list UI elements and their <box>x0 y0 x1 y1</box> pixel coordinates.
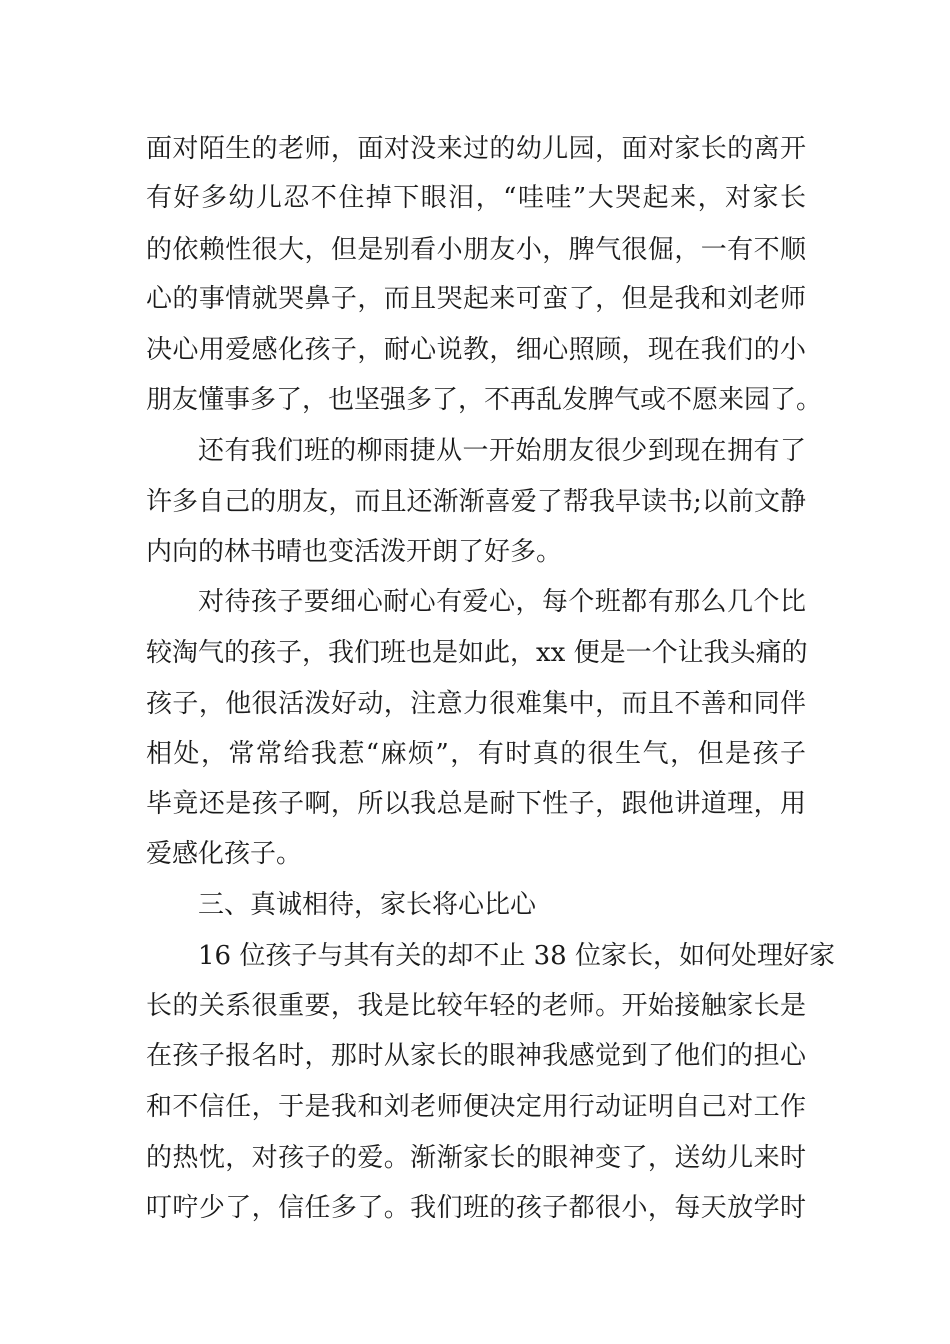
text-line: 朋友懂事多了，也坚强多了，不再乱发脾气或不愿来园了。 <box>146 385 823 415</box>
text-line: 和不信任，于是我和刘老师便决定用行动证明自己对工作 <box>146 1092 806 1122</box>
paragraph-last-line: 内向的林书晴也变活泼开朗了好多。 <box>146 537 563 567</box>
text-line: 的依赖性很大，但是别看小朋友小，脾气很倔，一有不顺 <box>146 235 806 265</box>
text-line: 有好多幼儿忍不住掉下眼泪，“哇哇”大哭起来，对家长 <box>146 183 806 213</box>
text-line: 长的关系很重要，我是比较年轻的老师。开始接触家长是 <box>146 991 806 1021</box>
paragraph-first-line: 还有我们班的柳雨捷从一开始朋友很少到现在拥有了 <box>198 436 806 466</box>
text-line: 许多自己的朋友，而且还渐渐喜爱了帮我早读书;以前文静 <box>146 487 806 517</box>
text-line: 在孩子报名时，那时从家长的眼神我感觉到了他们的担心 <box>146 1041 806 1071</box>
text-line: 孩子，他很活泼好动，注意力很难集中，而且不善和同伴 <box>146 689 806 719</box>
text-line: 毕竟还是孩子啊，所以我总是耐下性子，跟他讲道理，用 <box>146 789 806 819</box>
text-line: 决心用爱感化孩子，耐心说教，细心照顾，现在我们的小 <box>146 335 806 365</box>
text-line: 面对陌生的老师，面对没来过的幼儿园，面对家长的离开 <box>146 134 806 164</box>
paragraph-last-line: 爱感化孩子。 <box>146 839 303 869</box>
paragraph-first-line: 16 位孩子与其有关的却不止 38 位家长，如何处理好家 <box>198 941 835 971</box>
text-line: 相处，常常给我惹“麻烦”，有时真的很生气，但是孩子 <box>146 739 806 769</box>
text-line: 的热忱，对孩子的爱。渐渐家长的眼神变了，送幼儿来时 <box>146 1143 806 1173</box>
text-line: 心的事情就哭鼻子，而且哭起来可蛮了，但是我和刘老师 <box>146 284 806 314</box>
section-heading: 三、真诚相待，家长将心比心 <box>198 890 537 920</box>
text-line: 较淘气的孩子，我们班也是如此，xx 便是一个让我头痛的 <box>146 638 808 668</box>
text-line: 叮咛少了，信任多了。我们班的孩子都很小，每天放学时 <box>146 1193 806 1223</box>
paragraph-first-line: 对待孩子要细心耐心有爱心，每个班都有那么几个比 <box>198 587 806 617</box>
